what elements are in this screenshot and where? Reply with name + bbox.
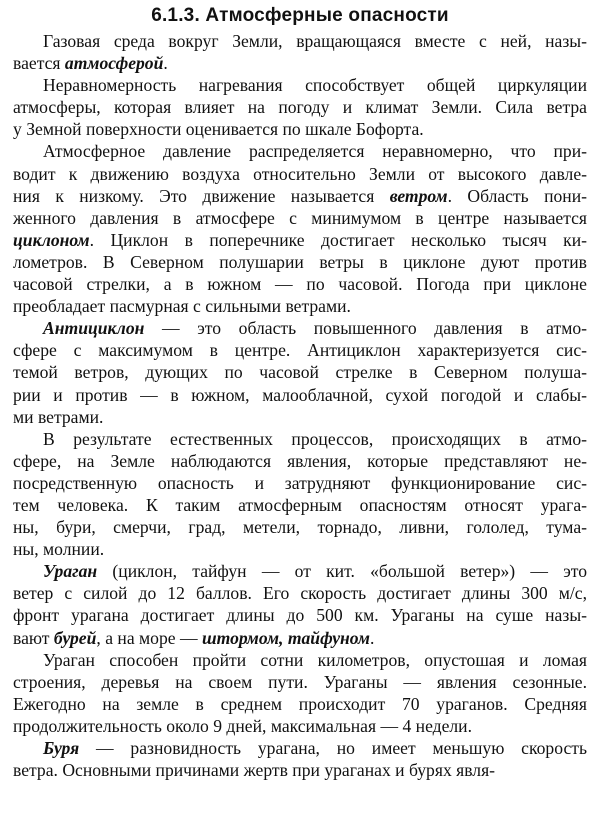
paragraph	[13, 428, 587, 561]
text-run: сфере с максимумом в центре. Антициклон характеризуется сис-	[13, 340, 587, 361]
text-run: .	[163, 53, 168, 74]
text-line	[13, 428, 587, 450]
paragraph	[13, 74, 587, 140]
text-run: ми ветрами.	[13, 406, 104, 427]
text-line	[13, 273, 587, 295]
text-run: женного давления в атмосфере с минимумом в центре называется	[13, 207, 587, 228]
text-run: Ежегодно на земле в среднем происходит 70 ураганов. Средняя	[13, 693, 587, 714]
text-run: В результате естественных процессов, происходящих в атмо-	[43, 428, 587, 449]
text-run: лометров. В Северном полушарии ветры в циклоне дуют против	[13, 251, 587, 272]
term-emphasis: бурей	[53, 627, 97, 648]
text-line	[13, 140, 587, 162]
term-emphasis: ветром	[389, 185, 448, 206]
text-run: , а на море —	[96, 627, 202, 648]
text-line	[13, 317, 587, 339]
text-line	[13, 450, 587, 472]
text-run: тем человека. К таким атмосферным опасностям относят урага-	[13, 494, 587, 515]
text-run: .	[370, 627, 375, 648]
text-line	[13, 604, 587, 626]
section-title: 6.1.3. Атмосферные опасности	[151, 5, 449, 26]
body-text	[13, 30, 587, 781]
text-run: темой ветров, дующих по часовой стрелке в Северном полуша-	[13, 362, 587, 383]
text-run: преобладает пасмурная с сильными ветрами.	[13, 296, 351, 317]
text-run: (циклон, тайфун — от кит. «большой ветер») — это	[97, 561, 587, 582]
text-line	[13, 538, 587, 560]
term-emphasis: штормом, тайфуном	[201, 627, 370, 648]
text-line	[13, 74, 587, 96]
text-run: ветра. Основными причинами жертв при ураганах и бурях явля-	[13, 760, 496, 781]
term-emphasis: атмосферой	[64, 53, 164, 74]
text-line	[13, 118, 587, 140]
text-line	[13, 516, 587, 538]
text-run: — это область повышенного давления в атмо-	[144, 318, 587, 339]
text-run: продолжительность около 9 дней, максимальная — 4 недели.	[13, 715, 473, 736]
text-line	[13, 361, 587, 383]
text-line	[13, 384, 587, 406]
text-line	[13, 472, 587, 494]
text-line	[13, 560, 587, 582]
text-run: ния к низкому. Это движение называется	[13, 185, 390, 206]
text-run: атмосферы, которая влияет на погоду и климат Земли. Сила ветра	[13, 97, 587, 118]
text-line	[13, 339, 587, 361]
paragraph	[13, 649, 587, 737]
text-run: фронт урагана достигает длины до 500 км. Ураганы на суше назы-	[13, 605, 587, 626]
text-run: . Область пони-	[447, 185, 587, 206]
text-line	[13, 494, 587, 516]
text-line	[13, 295, 587, 317]
text-run: строения, деревья на своем пути. Ураганы — явления сезонные.	[13, 671, 587, 692]
text-line	[13, 30, 587, 52]
text-run: . Циклон в поперечнике достигает несколько тысяч ки-	[89, 229, 587, 250]
term-emphasis: Буря	[43, 738, 80, 758]
text-run: ны, бури, смерчи, град, метели, торнадо, ливни, гололед, тума-	[13, 517, 587, 538]
term-emphasis: Ураган	[43, 561, 98, 582]
paragraph	[13, 317, 587, 427]
text-line	[13, 693, 587, 715]
text-run: ны, молнии.	[13, 539, 105, 560]
term-emphasis: Антициклон	[43, 318, 145, 339]
text-run: вается	[13, 53, 65, 74]
text-line	[13, 229, 587, 251]
text-run: водит к движению воздуха относительно Земли от высокого давле-	[13, 163, 587, 184]
text-run: Ураган способен пройти сотни километров, опустошая и ломая	[43, 649, 587, 670]
text-run: посредственную опасность и затрудняют функционирование сис-	[13, 472, 587, 493]
paragraph	[13, 30, 587, 74]
text-run: сфере, на Земле наблюдаются явления, которые представляют не-	[13, 450, 587, 471]
text-run: рии и против — в южном, малооблачной, сухой погодой и слабы-	[13, 384, 587, 405]
text-line	[13, 96, 587, 118]
text-run: Неравномерность нагревания способствует общей циркуляции	[43, 75, 587, 96]
text-run: у Земной поверхности оценивается по шкале Бофорта.	[13, 119, 424, 140]
text-line	[13, 207, 587, 229]
text-line	[13, 406, 587, 428]
text-line	[13, 582, 587, 604]
text-run: ветер с силой до 12 баллов. Его скорость достигает длины 300 м/с,	[13, 583, 587, 604]
text-run: — разновидность урагана, но имеет меньшую скорость	[79, 738, 587, 758]
text-line	[13, 671, 587, 693]
text-run: вают	[13, 627, 54, 648]
text-line	[13, 251, 587, 273]
text-line	[13, 185, 587, 207]
text-line	[13, 737, 587, 759]
paragraph	[13, 737, 587, 781]
text-run: Атмосферное давление распределяется неравномерно, что при-	[43, 141, 587, 162]
text-line	[13, 52, 587, 74]
text-line	[13, 649, 587, 671]
paragraph	[13, 560, 587, 648]
text-line	[13, 759, 587, 781]
paragraph	[13, 140, 587, 317]
term-emphasis: циклоном	[13, 229, 90, 250]
text-line	[13, 627, 587, 649]
text-line	[13, 715, 587, 737]
text-line	[13, 163, 587, 185]
text-run: Газовая среда вокруг Земли, вращающаяся вместе с ней, назы-	[43, 31, 587, 51]
text-run: часовой стрелки, а в южном — по часовой. Погода при циклоне	[13, 274, 587, 295]
